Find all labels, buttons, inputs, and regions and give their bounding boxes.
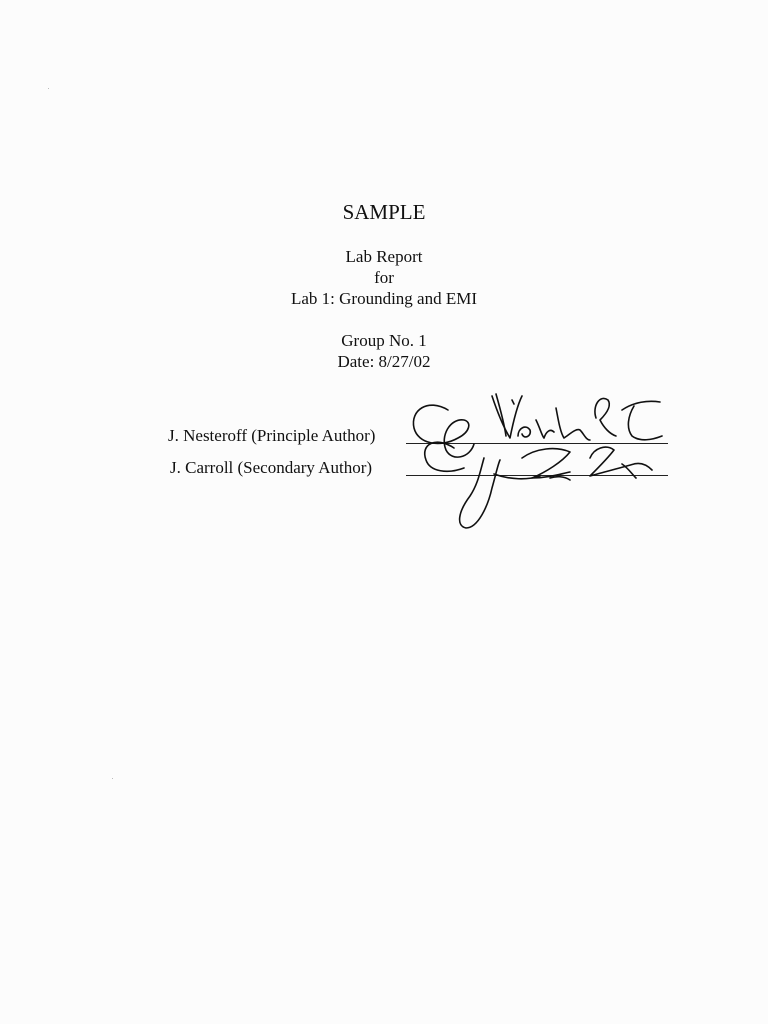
report-date: Date: 8/27/02 (337, 352, 431, 371)
document-title: SAMPLE (342, 200, 426, 224)
report-label: Lab Report (345, 247, 423, 266)
signature-carroll (425, 442, 652, 528)
lab-title: Lab 1: Grounding and EMI (290, 289, 478, 308)
group-info (0, 330, 768, 372)
report-heading (0, 246, 768, 309)
principal-author-label: J. Nesteroff (Principle Author) (168, 426, 376, 445)
for-label: for (374, 268, 394, 287)
handwritten-signatures (400, 388, 670, 538)
signature-nesteroff (413, 394, 662, 457)
group-number: Group No. 1 (341, 331, 427, 350)
secondary-author-label: J. Carroll (Secondary Author) (170, 458, 373, 477)
